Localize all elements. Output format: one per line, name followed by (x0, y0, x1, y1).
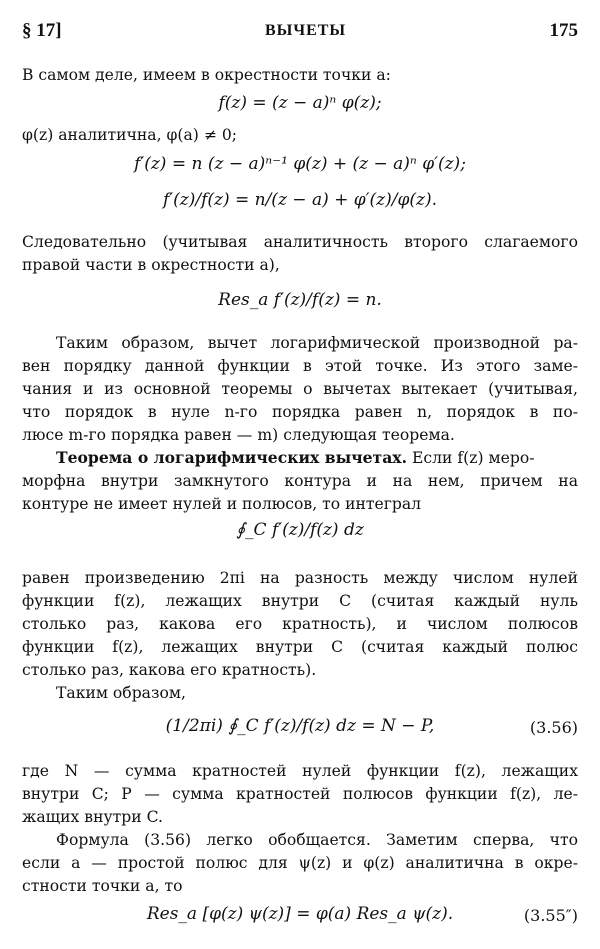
formula-residue-n: Res_a f′(z)/f(z) = n. (218, 290, 382, 310)
formula-log-derivative: f′(z)/f(z) = n/(z − a) + φ′(z)/φ(z). (162, 190, 438, 210)
text-line: контуре не имеет нулей и полюсов, то интеграл (22, 495, 422, 513)
text-line: жащих внутри C. (22, 808, 163, 826)
formula-3-55: Res_a [φ(z) ψ(z)] = φ(a) Res_a ψ(z). (146, 904, 454, 924)
chapter-title: ВЫЧЕТЫ (264, 22, 347, 39)
text-line: если a — простой полюс для ψ(z) и φ(z) аналитична в окре- (22, 854, 578, 872)
text-line: правой части в окрестности a), (22, 256, 280, 274)
formula-f: f(z) = (z − a)ⁿ φ(z); (218, 93, 382, 113)
theorem-title: Теорема о логарифмических вычетах. (56, 448, 408, 467)
page-number: 175 (549, 20, 578, 41)
theorem-text: Если f(z) меро- (407, 449, 535, 467)
text-line: стности точки a, то (22, 877, 183, 895)
text-line: где N — сумма кратностей нулей функции f(z), лежащих (22, 762, 578, 780)
formula-fprime: f′(z) = n (z − a)ⁿ⁻¹ φ(z) + (z − a)ⁿ φ′(z); (134, 154, 466, 174)
text-line: Таким образом, (56, 684, 186, 702)
text-line: люсе m-го порядка равен — m) следующая теорема. (22, 426, 455, 444)
formula-contour-integral: ∮_C f′(z)/f(z) dz (236, 520, 364, 540)
text-line: Следовательно (учитывая аналитичность второго слагаемого (22, 233, 578, 251)
section-number: § 17] (22, 20, 62, 41)
theorem-line (56, 447, 578, 469)
text-line: Формула (3.56) легко обобщается. Заметим сперва, что (56, 831, 578, 849)
text-line: равен произведению 2πi на разность между числом нулей (22, 569, 578, 587)
running-header (22, 16, 578, 46)
text-line: функции f(z), лежащих внутри C (считая каждый полюс (22, 638, 578, 656)
text-line: Таким образом, вычет логарифмической производной ра- (56, 334, 578, 352)
text-line: что порядок в нуле n-го порядка равен n, порядок в по- (22, 403, 578, 421)
text-line: столько раз, какова его кратность), и числом полюсов (22, 615, 578, 633)
formula-3-56: (1/2πi) ∮_C f′(z)/f(z) dz = N − P, (165, 716, 435, 736)
text-line: вен порядку данной функции в этой точке. Из этого заме- (22, 357, 578, 375)
equation-number: (3.56) (529, 718, 578, 737)
text-line: чания и из основной теоремы о вычетах вытекает (учитывая, (22, 380, 578, 398)
text-line: функции f(z), лежащих внутри C (считая каждый нуль (22, 592, 578, 610)
equation-number: (3.55″) (523, 906, 578, 925)
text-line: столько раз, какова его кратность). (22, 661, 317, 679)
text-line: внутри C; P — сумма кратностей полюсов функции f(z), ле- (22, 785, 578, 803)
text-line: φ(z) аналитична, φ(a) ≠ 0; (22, 126, 238, 144)
text-line: морфна внутри замкнутого контура и на нем, причем на (22, 472, 578, 490)
text-line: В самом деле, имеем в окрестности точки a: (22, 66, 391, 84)
